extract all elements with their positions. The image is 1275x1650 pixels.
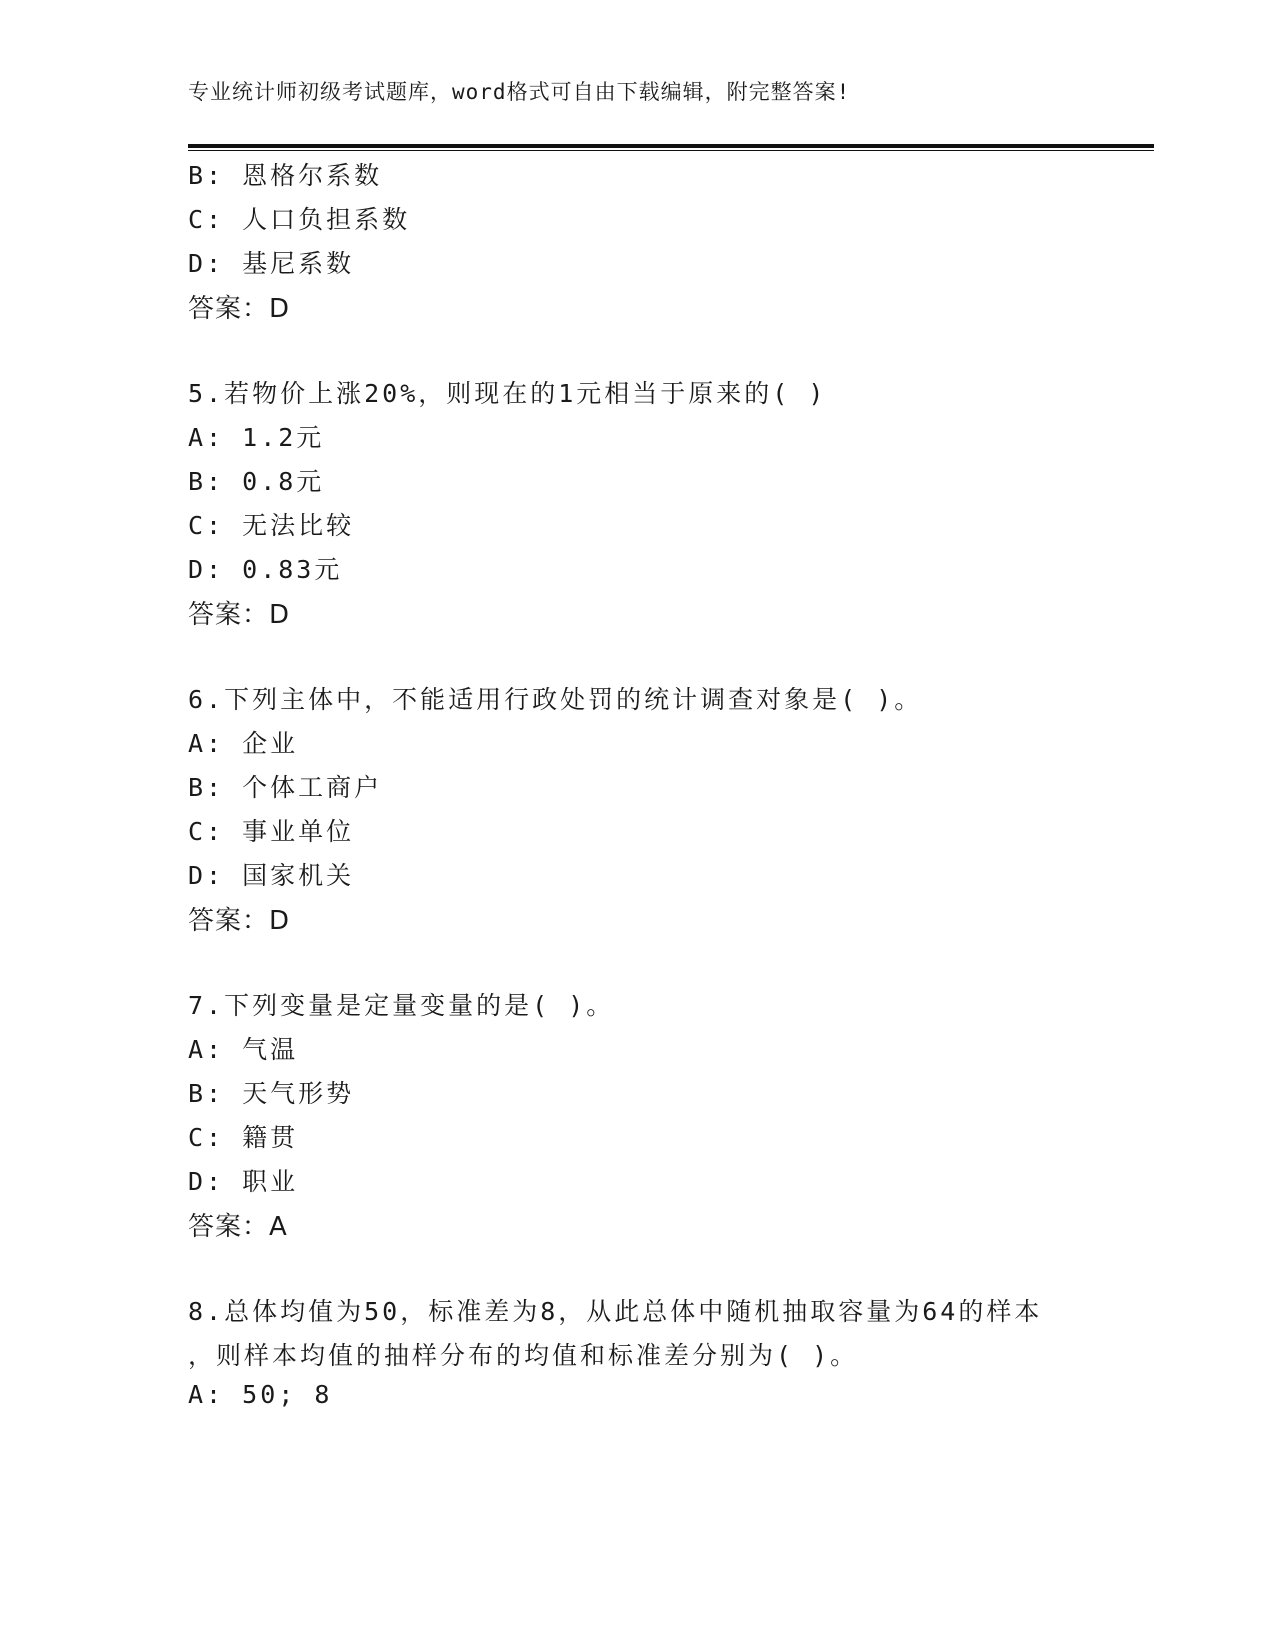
answer-label: 答案： (188, 294, 270, 324)
q6-answer (188, 900, 290, 937)
q6-option-d: D: 国家机关 (188, 861, 355, 890)
q5-option-a: A: 1.2元 (188, 423, 325, 452)
q7-option-c: C: 籍贯 (188, 1123, 299, 1152)
answer-value: D (269, 906, 291, 936)
q5-option-c: C: 无法比较 (188, 511, 355, 540)
q8-option-a: A: 50; 8 (188, 1380, 333, 1409)
q7-stem: 7.下列变量是定量变量的是( )。 (188, 991, 615, 1020)
q8-stem-line1: 8.总体均值为50，标准差为8，从此总体中随机抽取容量为64的样本 (188, 1297, 1043, 1326)
q5-option-d: D: 0.83元 (188, 555, 343, 584)
q7-option-d: D: 职业 (188, 1167, 299, 1196)
q6-option-a: A: 企业 (188, 729, 299, 758)
answer-value: D (269, 600, 291, 630)
q4-option-b: B: 恩格尔系数 (188, 161, 383, 190)
q8-stem-line2: ，则样本均值的抽样分布的均值和标准差分别为( )。 (188, 1341, 859, 1370)
answer-label: 答案： (188, 600, 270, 630)
q5-option-b: B: 0.8元 (188, 467, 325, 496)
q5-stem: 5.若物价上涨20%，则现在的1元相当于原来的( ) (188, 379, 827, 408)
q4-option-c: C: 人口负担系数 (188, 205, 411, 234)
answer-value: D (269, 294, 291, 324)
q5-answer (188, 594, 290, 631)
answer-label: 答案： (188, 1212, 270, 1242)
q7-answer (188, 1206, 288, 1243)
q6-option-b: B: 个体工商户 (188, 773, 383, 802)
q7-option-a: A: 气温 (188, 1035, 299, 1064)
q4-answer (188, 288, 290, 325)
q7-option-b: B: 天气形势 (188, 1079, 355, 1108)
answer-label: 答案： (188, 906, 270, 936)
q6-option-c: C: 事业单位 (188, 817, 355, 846)
q4-option-d: D: 基尼系数 (188, 249, 355, 278)
document-header: 专业统计师初级考试题库，word格式可自由下载编辑，附完整答案! (188, 80, 851, 104)
q6-stem: 6.下列主体中，不能适用行政处罚的统计调查对象是( )。 (188, 685, 923, 714)
header-divider-thin (188, 150, 1154, 151)
header-divider (188, 144, 1154, 148)
answer-value: A (269, 1212, 288, 1242)
